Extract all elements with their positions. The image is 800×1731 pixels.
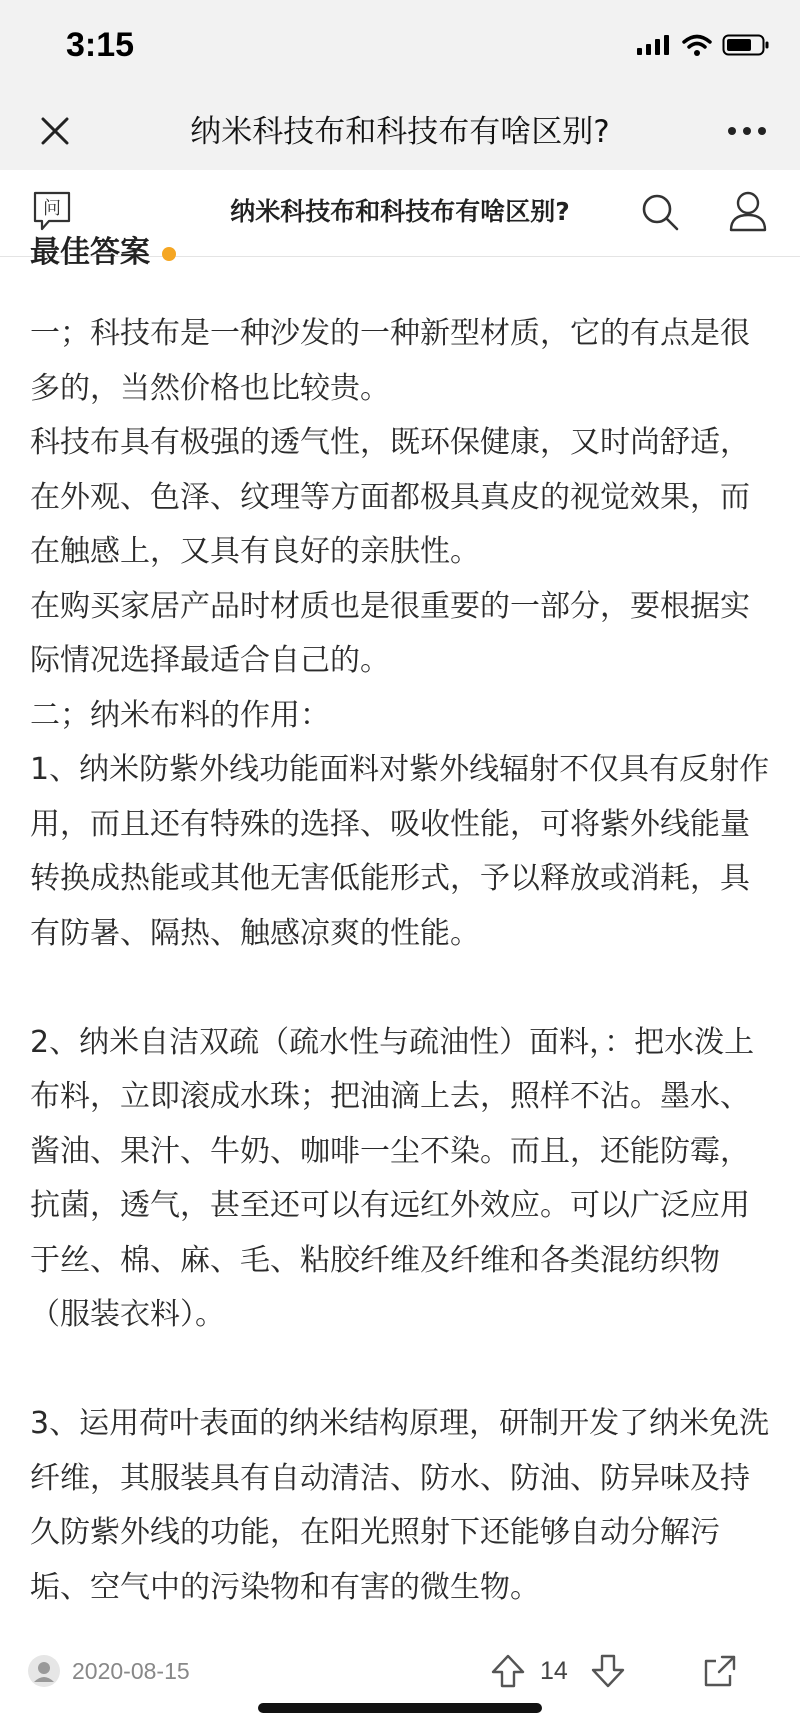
downvote-button[interactable] (590, 1653, 626, 1689)
avatar-icon (28, 1655, 60, 1687)
browser-page-title: 纳米科技布和科技布有啥区别? (190, 114, 610, 150)
signal-icon (636, 34, 672, 56)
upvote-icon (490, 1653, 526, 1689)
share-icon (702, 1653, 738, 1689)
search-icon (640, 192, 680, 232)
question-bubble-icon (32, 190, 72, 232)
answer-heading: 最佳答案 (30, 231, 176, 275)
accent-dot (162, 247, 176, 261)
avatar[interactable] (28, 1655, 60, 1687)
status-icons (636, 33, 770, 57)
downvote-icon (590, 1653, 626, 1689)
close-icon (40, 116, 70, 146)
answer-paragraph: 3、运用荷叶表面的纳米结构原理，研制开发了纳米免洗纤维，其服装具有自动清洁、防水、防油、防异味及持久防紫外线的功能，在阳光照射下还能够自动分解污垢、空气中的污染物和有害的微生物。 (30, 1406, 770, 1605)
question-title: 纳米科技布和科技布有啥区别? (230, 197, 570, 226)
status-time: 3:15 (66, 26, 135, 64)
search-button[interactable] (640, 192, 680, 232)
status-bar (0, 0, 800, 96)
logo-glyph: 问 (43, 198, 61, 219)
paragraph-gap (30, 1343, 770, 1398)
answer-body (30, 307, 770, 1615)
vote-count: 14 (540, 1657, 568, 1685)
wifi-icon (682, 34, 712, 56)
close-button[interactable] (34, 110, 76, 152)
browser-nav-bar (0, 96, 800, 170)
answer-content (0, 235, 800, 1637)
answer-footer (0, 1637, 800, 1707)
user-icon (728, 190, 768, 232)
site-logo[interactable] (32, 190, 72, 232)
upvote-button[interactable] (490, 1653, 526, 1689)
home-indicator (258, 1703, 542, 1713)
answer-date: 2020-08-15 (72, 1658, 190, 1684)
answer-paragraph: 2、纳米自洁双疏（疏水性与疏油性）面料，：把水泼上布料，立即滚成水珠；把油滴上去，照样不沾。墨水、酱油、果汁、牛奶、咖啡一尘不染。而且，还能防霉，抗菌，透气，甚至还可以有远红外效应。可以广泛应用于丝、棉、麻、毛、粘胶纤维及纤维和各类混纺织物（服装衣料）。 (30, 1024, 755, 1332)
user-button[interactable] (728, 190, 768, 232)
answer-paragraph: 科技布具有极强的透气性，既环保健康，又时尚舒适，在外观、色泽、纹理等方面都极具真皮的视觉效果，而在触感上，又具有良好的亲肤性。 (30, 425, 750, 569)
share-button[interactable] (702, 1653, 738, 1689)
more-button[interactable] (724, 110, 770, 152)
answer-paragraph: 在购买家居产品时材质也是很重要的一部分，要根据实际情况选择最适合自己的。 (30, 588, 750, 678)
answer-paragraph: 二；纳米布料的作用： (30, 697, 330, 733)
paragraph-gap (30, 961, 770, 1016)
answer-paragraph: 一；科技布是一种沙发的一种新型材质，它的有点是很多的，当然价格也比较贵。 (30, 316, 750, 406)
battery-icon (722, 33, 770, 57)
more-icon (727, 126, 767, 136)
answer-paragraph: 1、纳米防紫外线功能面料对紫外线辐射不仅具有反射作用，而且还有特殊的选择、吸收性能，可将紫外线能量转换成热能或其他无害低能形式，予以释放或消耗，具有防暑、隔热、触感凉爽的性能。 (30, 752, 770, 951)
